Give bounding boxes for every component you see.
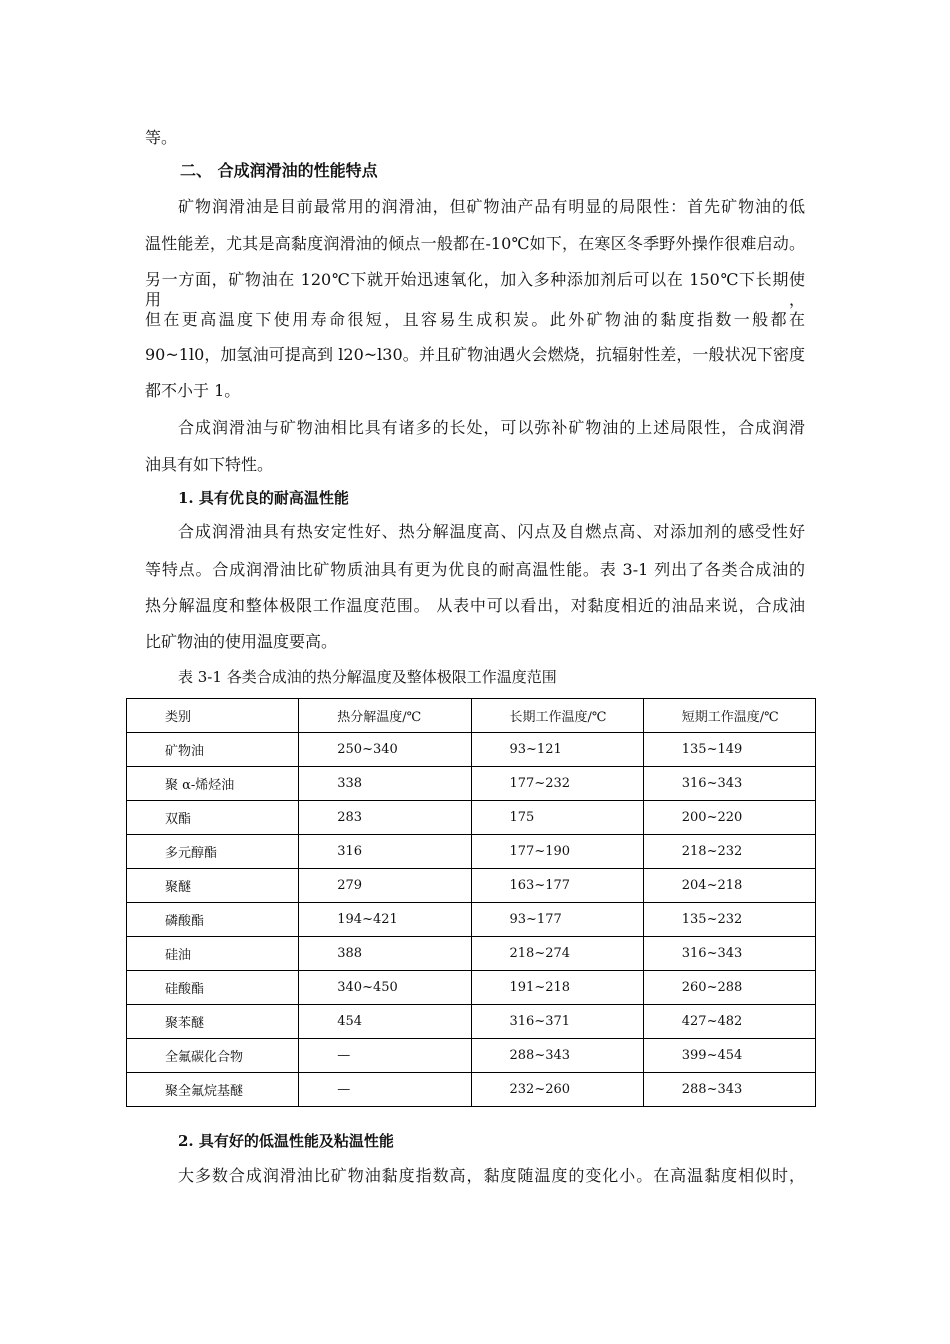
table-cell: 200~220 [643,801,815,835]
table-cell: 矿物油 [127,733,299,767]
table-cell: 399~454 [643,1039,815,1073]
table-cell: 聚醚 [127,869,299,903]
paragraph-line: 矿物润滑油是目前最常用的润滑油，但矿物油产品有明显的局限性：首先矿物油的低 [178,197,805,216]
table-cell: 双酯 [127,801,299,835]
table-cell: 硅油 [127,937,299,971]
table-row [127,1039,816,1073]
paragraph-line: 热分解温度和整体极限工作温度范围。 从表中可以看出，对黏度相近的油品来说，合成油 [145,596,805,615]
table-cell: 388 [299,937,471,971]
table-row [127,835,816,869]
table-cell: 218~232 [643,835,815,869]
table-cell: 316~343 [643,937,815,971]
table-row [127,1073,816,1107]
table-cell: 191~218 [471,971,643,1005]
table-cell: 279 [299,869,471,903]
table-cell: — [299,1073,471,1107]
paragraph-line: 油具有如下特性。 [145,455,274,474]
table-row [127,767,816,801]
table-cell: 454 [299,1005,471,1039]
table-cell: 磷酸酯 [127,903,299,937]
paragraph-line: 合成润滑油与矿物油相比具有诸多的长处，可以弥补矿物油的上述局限性，合成润滑 [178,418,805,437]
table-cell: 93~177 [471,903,643,937]
subsection-heading: 2. 具有好的低温性能及粘温性能 [178,1132,394,1150]
table-row [127,1005,816,1039]
table-cell: 250~340 [299,733,471,767]
table-cell: 316~371 [471,1005,643,1039]
table-cell: 283 [299,801,471,835]
table-cell: 177~232 [471,767,643,801]
section-heading: 二、 合成润滑油的性能特点 [180,161,378,180]
paragraph-line: 等特点。合成润滑油比矿物质油具有更为优良的耐高温性能。表 3-1 列出了各类合成油的 [145,560,805,579]
table-cell: 硅酸酯 [127,971,299,1005]
table-row [127,801,816,835]
paragraph-line: 都不小于 1。 [145,381,241,400]
table-cell: 聚全氟烷基醚 [127,1073,299,1107]
table-cell: 288~343 [471,1039,643,1073]
table-cell: 288~343 [643,1073,815,1107]
table-cell: 多元醇酯 [127,835,299,869]
table-row [127,733,816,767]
table-cell: 135~232 [643,903,815,937]
paragraph-line: 合成润滑油具有热安定性好、热分解温度高、闪点及自燃点高、对添加剂的感受性好 [178,522,805,541]
table-cell: 聚苯醚 [127,1005,299,1039]
paragraph-line: 但在更高温度下使用寿命很短，且容易生成积炭。此外矿物油的黏度指数一般都在 [145,310,805,329]
table-header-row [127,699,816,733]
subsection-heading: 1. 具有优良的耐高温性能 [178,489,349,507]
table-header-cell: 类别 [127,699,299,733]
table-cell: 218~274 [471,937,643,971]
table-cell: 260~288 [643,971,815,1005]
table-cell: 163~177 [471,869,643,903]
table-header-cell: 长期工作温度/℃ [471,699,643,733]
table-cell: 177~190 [471,835,643,869]
table-cell: 427~482 [643,1005,815,1039]
table-cell: 232~260 [471,1073,643,1107]
table-cell: 338 [299,767,471,801]
table-cell: 316 [299,835,471,869]
paragraph-line: 另一方面，矿物油在 120℃下就开始迅速氧化，加入多种添加剂后可以在 150℃下长期使用， [145,270,805,309]
table-cell: 全氟碳化合物 [127,1039,299,1073]
table-cell: 135~149 [643,733,815,767]
table-header-cell: 短期工作温度/℃ [643,699,815,733]
table-cell: 204~218 [643,869,815,903]
paragraph-line: 等。 [145,128,178,147]
temperature-table [126,698,816,1107]
paragraph-line: 90~1l0，加氢油可提高到 l20~l30。并且矿物油遇火会燃烧，抗辐射性差，一般状况下密度 [145,345,805,364]
paragraph-line: 温性能差，尤其是高黏度润滑油的倾点一般都在-10℃如下，在寒区冬季野外操作很难启动。 [145,234,805,253]
table-cell: 聚 α-烯烃油 [127,767,299,801]
table-row [127,971,816,1005]
table-caption: 表 3-1 各类合成油的热分解温度及整体极限工作温度范围 [178,668,557,686]
table-cell: 93~121 [471,733,643,767]
paragraph-line: 大多数合成润滑油比矿物油黏度指数高，黏度随温度的变化小。在高温黏度相似时， [178,1166,805,1185]
table-row [127,903,816,937]
paragraph-line: 比矿物油的使用温度要高。 [145,632,338,651]
table-cell: 194~421 [299,903,471,937]
table-cell: 316~343 [643,767,815,801]
table-cell: 340~450 [299,971,471,1005]
table-cell: — [299,1039,471,1073]
table-header-cell: 热分解温度/℃ [299,699,471,733]
table-row [127,937,816,971]
table-cell: 175 [471,801,643,835]
table-row [127,869,816,903]
